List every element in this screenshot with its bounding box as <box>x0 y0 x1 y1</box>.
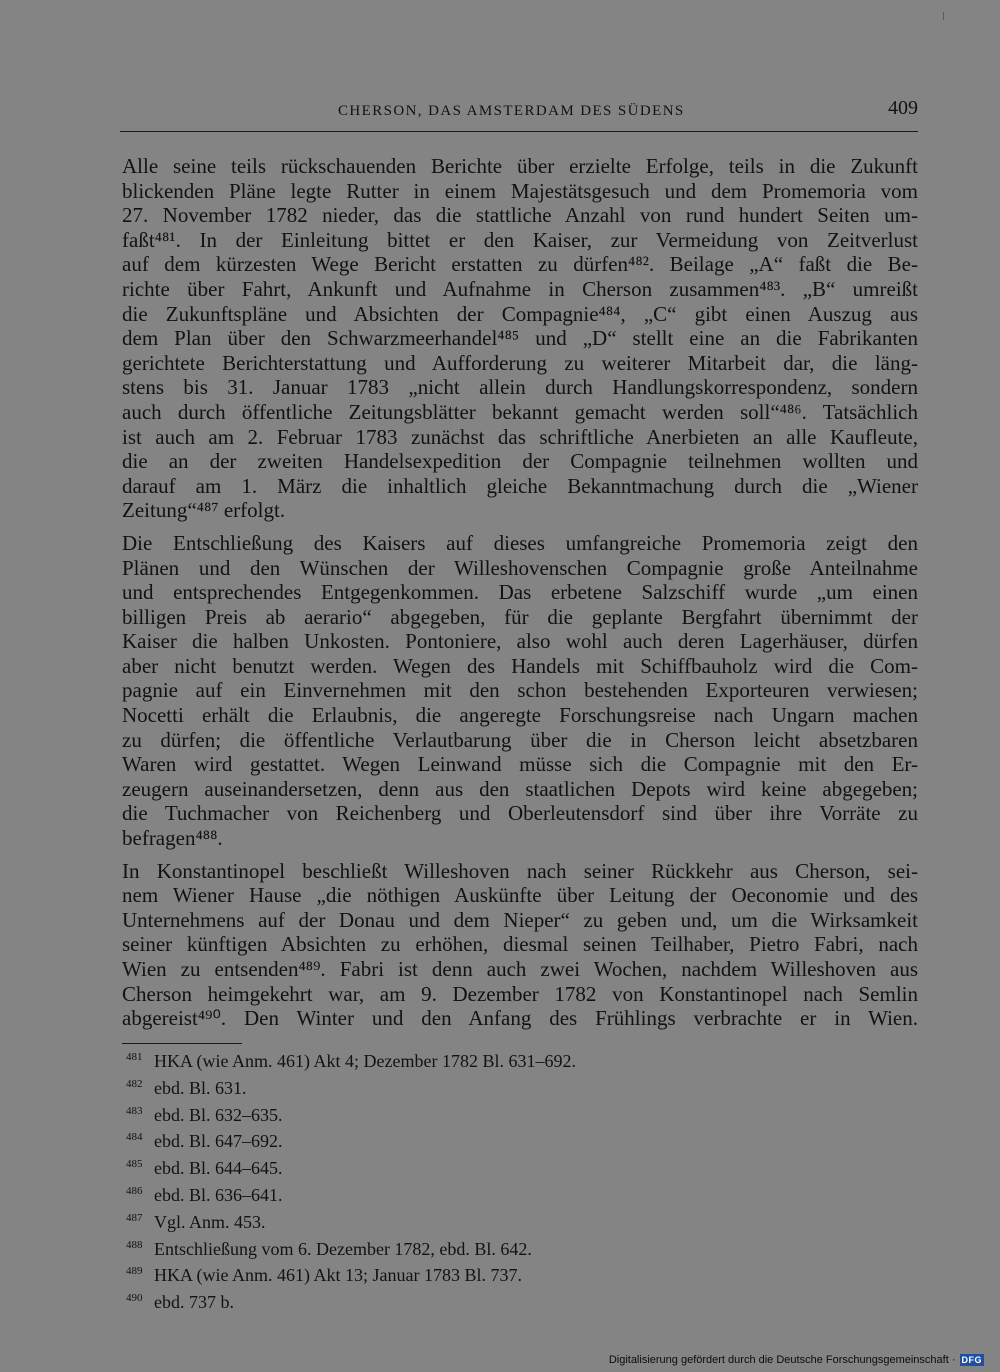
paragraph <box>122 859 918 1031</box>
paragraph <box>122 154 918 523</box>
footnote <box>126 1153 906 1180</box>
footnote <box>126 1260 906 1287</box>
footnote-number: 486 <box>126 1184 143 1197</box>
footnote-text: ebd. Bl. 647–692. <box>154 1131 283 1152</box>
paragraph-gap <box>122 851 918 859</box>
text-line: pagnie auf ein Einvernehmen mit den schon bestehenden Exporteuren verwiesen; <box>122 678 918 703</box>
footnote <box>126 1100 906 1127</box>
text-line: Wien zu entsenden⁴⁸⁹. Fabri ist denn auch zwei Wochen, nachdem Willeshoven aus <box>122 957 918 981</box>
footnote-number: 489 <box>126 1265 143 1278</box>
text-line: Nocetti erhält die Erlaubnis, die angeregte Forschungsreise nach Ungarn machen <box>122 703 918 728</box>
text-line: die Tuchmacher von Reichenberg und Oberleutensdorf sind über ihre Vorräte zu <box>122 801 918 826</box>
text-line: 27. November 1782 nieder, das die stattliche Anzahl von rund hundert Seiten um- <box>122 203 918 228</box>
footnote-number: 488 <box>126 1238 143 1251</box>
text-line: billigen Preis ab aerario“ abgegeben, für die geplante Bergfahrt übernimmt der <box>122 604 918 629</box>
text-line: zu dürfen; die öffentliche Verlautbarung über die in Cherson leicht absetzbaren <box>122 727 918 752</box>
text-line: Die Entschließung des Kaisers auf dieses umfangreiche Promemoria zeigt den <box>122 530 918 555</box>
text-line: In Konstantinopel beschließt Willeshoven nach seiner Rückkehr aus Cherson, sei- <box>122 858 918 883</box>
text-line: ist auch am 2. Februar 1783 zunächst das schriftliche Anerbieten an alle Kaufleute, <box>122 424 918 449</box>
text-line: Alle seine teils rückschauenden Berichte über erzielte Erfolge, teils in die Zukunft <box>122 154 918 178</box>
footnote-text: Vgl. Anm. 453. <box>154 1211 266 1232</box>
text-line: aber nicht benutzt werden. Wegen des Handels mit Schiffbauholz wird die Com- <box>122 653 918 678</box>
footnote-number: 482 <box>126 1077 143 1090</box>
footnote-number: 481 <box>126 1051 143 1063</box>
footnote-number: 483 <box>126 1104 143 1117</box>
running-title: CHERSON, DAS AMSTERDAM DES SÜDENS <box>338 103 685 119</box>
text-line: befragen⁴⁸⁸. <box>122 826 223 851</box>
text-line: Cherson heimgekehrt war, am 9. Dezember 1782 von Konstantinopel nach Semlin <box>122 981 918 1006</box>
text-line: richte über Fahrt, Ankunft und Aufnahme in Cherson zusammen⁴⁸³. „B“ umreißt <box>122 276 918 301</box>
footnote <box>126 1126 906 1153</box>
text-line: gerichtete Berichterstattung und Aufforderung zu weiterer Mitarbeit dar, die läng- <box>122 350 918 375</box>
footnote <box>126 1073 906 1100</box>
footnote-rule <box>122 1043 242 1044</box>
footnote <box>126 1234 906 1261</box>
text-line: darauf am 1. März die inhaltlich gleiche Bekanntmachung durch die „Wiener <box>122 473 918 498</box>
footnote <box>126 1287 906 1314</box>
footnotes <box>126 1046 906 1314</box>
footnote <box>126 1046 906 1073</box>
body-text <box>122 154 918 1031</box>
scan-mark <box>943 12 944 20</box>
text-line: auch durch öffentliche Zeitungsblätter bekannt gemacht werden soll“⁴⁸⁶. Tatsächlich <box>122 399 918 424</box>
text-line: faßt⁴⁸¹. In der Einleitung bittet er den Kaiser, zur Vermeidung von Zeitverlust <box>122 227 918 252</box>
footnote-text: ebd. 737 b. <box>154 1292 234 1313</box>
footnote <box>126 1180 906 1207</box>
paragraph-gap <box>122 523 918 531</box>
footnote-number: 484 <box>126 1131 143 1144</box>
text-line: Plänen und den Wünschen der Willeshovenschen Compagnie große Anteilnahme <box>122 555 918 580</box>
text-line: die Zukunftspläne und Absichten der Compagnie⁴⁸⁴, „C“ gibt einen Auszug aus <box>122 301 918 326</box>
footnote-text: ebd. Bl. 636–641. <box>154 1184 283 1205</box>
text-line: Waren wird gestattet. Wegen Leinwand müsse sich die Compagnie mit den Er- <box>122 752 918 777</box>
footnote-text: Entschließung vom 6. Dezember 1782, ebd. Bl. 642. <box>154 1238 532 1259</box>
text-line: zeugern auseinandersetzen, denn aus den staatlichen Depots wird keine abgegeben; <box>122 776 918 801</box>
text-line: stens bis 31. Januar 1783 „nicht allein durch Handlungskorrespondenz, sondern <box>122 375 918 400</box>
text-line: nem Wiener Hause „die nöthigen Auskünfte über Leitung der Oeconomie und des <box>122 883 918 908</box>
footnote <box>126 1207 906 1234</box>
footnote-number: 490 <box>126 1292 143 1305</box>
paragraph <box>122 531 918 851</box>
dfg-logo[interactable]: DFG <box>961 1355 982 1365</box>
footnote-text: HKA (wie Anm. 461) Akt 13; Januar 1783 Bl. 737. <box>154 1265 522 1286</box>
text-line: dem Plan über den Schwarzmeerhandel⁴⁸⁵ und „D“ stellt eine an die Fabrikanten <box>122 326 918 351</box>
text-line: die an der zweiten Handelsexpedition der Compagnie teilnehmen wollten und <box>122 449 918 474</box>
text-line: blickenden Pläne legte Rutter in einem Majestätsgesuch und dem Promemoria vom <box>122 178 918 203</box>
page-header <box>120 95 918 132</box>
text-line: Kaiser die halben Unkosten. Pontoniere, also wohl auch deren Lagerhäuser, dürfen <box>122 629 918 654</box>
footnote-text: ebd. Bl. 644–645. <box>154 1158 283 1179</box>
text-line: Unternehmens auf der Donau und dem Nieper“ zu geben und, um die Wirksamkeit <box>122 907 918 932</box>
text-line: Zeitung“⁴⁸⁷ erfolgt. <box>122 498 286 523</box>
footnote-text: ebd. Bl. 632–635. <box>154 1104 283 1125</box>
footnote-number: 487 <box>126 1211 143 1224</box>
digitization-credit <box>609 1354 984 1366</box>
text-line: abgereist⁴⁹⁰. Den Winter und den Anfang des Frühlings verbrachte er in Wien. <box>122 1006 918 1031</box>
credit-text: Digitalisierung gefördert durch die Deutsche Forschungsgemeinschaft · <box>608 1354 956 1366</box>
text-line: und entsprechendes Entgegenkommen. Das erbetene Salzschiff wurde „um einen <box>122 580 918 605</box>
page-number: 409 <box>888 97 918 119</box>
footnote-text: HKA (wie Anm. 461) Akt 4; Dezember 1782 Bl. 631–692. <box>154 1051 576 1071</box>
text-line: auf dem kürzesten Wege Bericht erstatten zu dürfen⁴⁸². Beilage „A“ faßt die Be- <box>122 252 918 277</box>
footnote-number: 485 <box>126 1158 143 1171</box>
footnote-text: ebd. Bl. 631. <box>154 1077 247 1098</box>
text-line: seiner künftigen Absichten zu erhöhen, diesmal seinen Teilhaber, Pietro Fabri, nach <box>122 932 918 957</box>
